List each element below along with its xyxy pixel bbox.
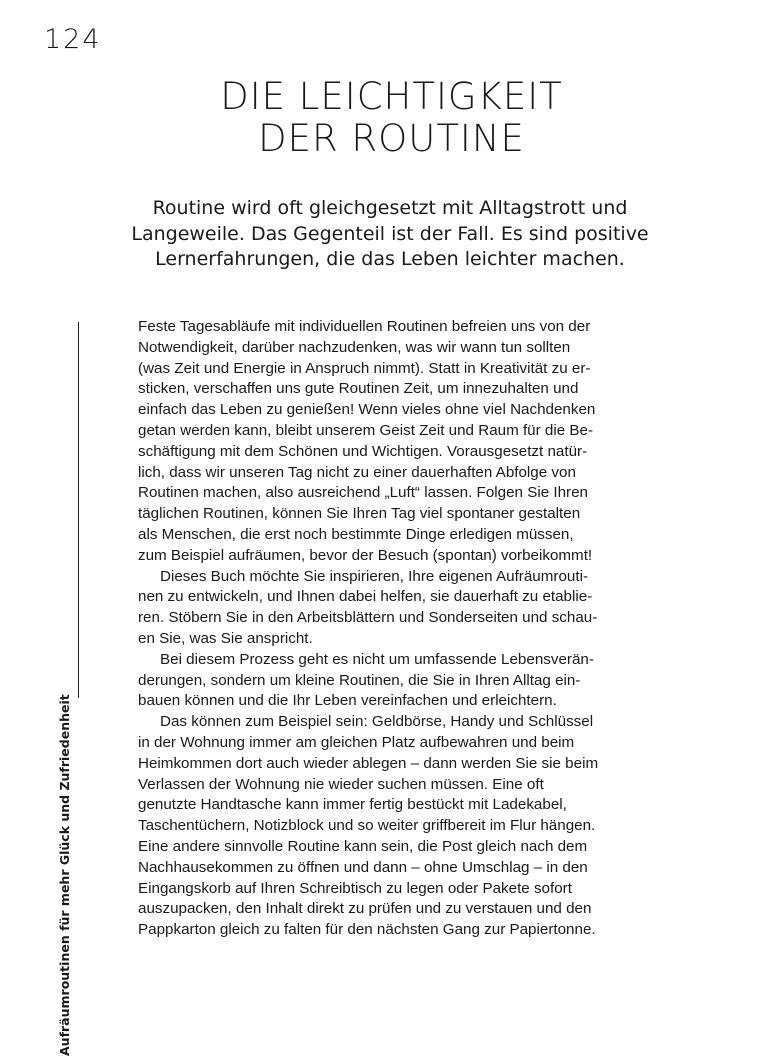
body-line: bauen können und die Ihr Leben vereinfachen und erleichtern. <box>138 692 557 710</box>
lead-line: Lernerfahrungen, die das Leben leichter machen. <box>155 248 625 270</box>
chapter-title-line: DER ROUTINE <box>258 117 525 160</box>
lead-line: Routine wird oft gleichgesetzt mit Alltagstrott und <box>152 197 628 219</box>
body-line: Eine andere sinnvolle Routine kann sein, die Post gleich nach dem <box>138 837 588 855</box>
body-line: Das können zum Beispiel sein: Geldbörse, Handy und Schlüssel <box>160 713 594 731</box>
running-header-vertical <box>56 322 74 1056</box>
body-line: schäftigung mit dem Schönen und Wichtigen. Vorausgesetzt natür- <box>138 442 588 460</box>
body-line: getan werden kann, bleibt unserem Geist Zeit und Raum für die Be- <box>138 421 594 439</box>
body-line: sticken, verschaffen uns gute Routinen Zeit, um innezuhalten und <box>138 380 579 398</box>
body-line: Pappkarton gleich zu falten für den nächsten Gang zur Papiertonne. <box>138 921 596 939</box>
running-header-text: Aufräumroutinen für mehr Glück und Zufriedenheit <box>57 694 72 1056</box>
body-line: zum Beispiel aufräumen, bevor der Besuch (spontan) vorbeikommt! <box>138 546 593 564</box>
body-line: genutzte Handtasche kann immer fertig bestückt mit Ladekabel, <box>138 796 567 814</box>
body-line: Dieses Buch möchte Sie inspirieren, Ihre eigenen Aufräumrouti- <box>160 567 589 585</box>
body-line: auszupacken, den Inhalt direkt zu prüfen und zu verstauen und den <box>138 900 592 918</box>
body-line: Bei diesem Prozess geht es nicht um umfassende Lebensverän- <box>160 650 594 668</box>
body-line: täglichen Routinen, können Sie Ihren Tag viel spontaner gestalten <box>138 505 581 523</box>
body-line: Feste Tagesabläufe mit individuellen Routinen befreien uns von der <box>138 318 591 335</box>
body-line: nen zu entwickeln, und Ihnen dabei helfen, sie dauerhaft zu etablie- <box>138 588 593 606</box>
body-line: als Menschen, die erst noch bestimmte Dinge erledigen müssen, <box>138 525 574 543</box>
body-line: Nachhausekommen zu öffnen und dann – ohne Umschlag – in den <box>138 858 588 876</box>
chapter-title-line: DIE LEICHTIGKEIT <box>220 75 563 118</box>
body-line: Eingangskorb auf Ihren Schreibtisch zu legen oder Pakete sofort <box>138 879 572 897</box>
body-line: in der Wohnung immer am gleichen Platz aufbewahren und beim <box>138 733 575 751</box>
body-line: lich, dass wir unseren Tag nicht zu einer dauerhaften Abfolge von <box>138 463 576 481</box>
body-line: Heimkommen dort auch wieder ablegen – dann werden Sie sie beim <box>138 754 599 772</box>
body-line: (was Zeit und Energie in Anspruch nimmt). Statt in Kreativität zu er- <box>138 359 591 377</box>
page-number: 124 <box>44 24 102 55</box>
body-line: Routinen machen, also ausreichend „Luft“ lassen. Folgen Sie Ihren <box>138 484 588 502</box>
body-line: einfach das Leben zu genießen! Wenn vieles ohne viel Nachdenken <box>138 401 596 419</box>
body-line: derungen, sondern um kleine Routinen, die Sie in Ihren Alltag ein- <box>138 671 581 689</box>
vertical-divider <box>78 322 79 698</box>
body-line: Notwendigkeit, darüber nachzudenken, was wir wann tun sollten <box>138 338 571 356</box>
body-text <box>138 317 648 941</box>
body-line: ren. Stöbern Sie in den Arbeitsblättern und Sonderseiten und schau- <box>138 609 598 627</box>
lead-line: Langeweile. Das Gegenteil ist der Fall. Es sind positive <box>131 222 649 245</box>
lead-paragraph <box>120 196 660 273</box>
body-line: Verlassen der Wohnung nie wieder suchen müssen. Eine oft <box>138 775 544 793</box>
chapter-title <box>0 76 783 160</box>
body-line: Taschentüchern, Notizblock und so weiter griffbereit im Flur hängen. <box>138 817 596 835</box>
body-line: en Sie, was Sie anspricht. <box>138 629 313 647</box>
